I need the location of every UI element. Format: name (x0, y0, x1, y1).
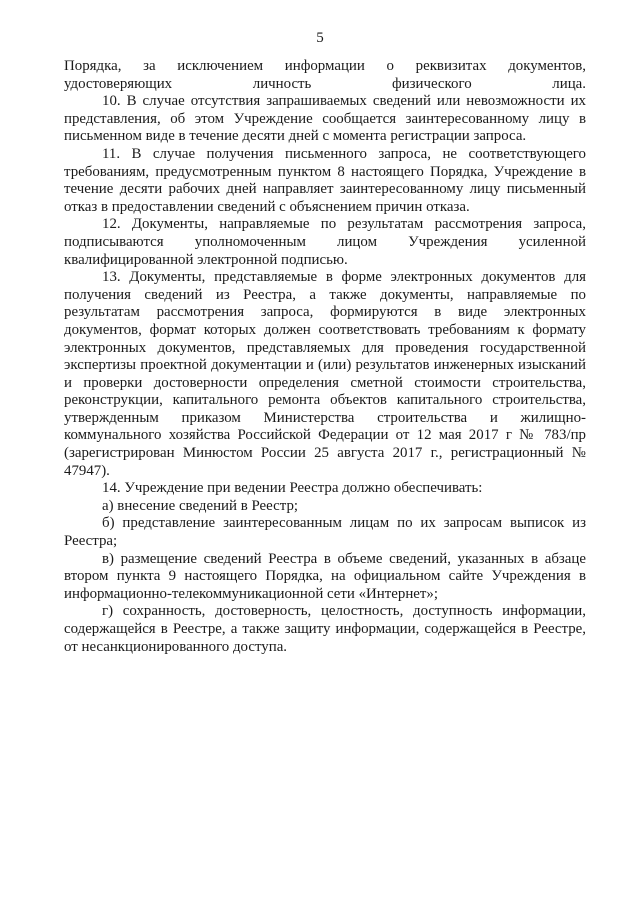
paragraph-item-10: 10. В случае отсутствия запрашиваемых сведений или невозможности их представления, об этом Учреждение сообщается заинтересованному лицу в письменном виде в течение десяти дней с момента регистрации запроса. (64, 93, 586, 145)
paragraph-item-11: 11. В случае получения письменного запроса, не соответствующего требованиям, предусмотренным пунктом 8 настоящего Порядка, Учреждение в течение десяти рабочих дней направляет заинтересованному лицу письменный отказ в предоставлении сведений с объяснением причин отказа. (64, 145, 586, 215)
paragraph-item-13: 13. Документы, представляемые в форме электронных документов для получения сведений из Реестра, а также документы, направляемые по результатам рассмотрения запроса, формируются в виде электронных документов, формат которых должен соответствовать требованиям к формату электронных документов, представляемых для проведения государственной экспертизы проектной документации и (или) результатов инженерных изысканий и проверки достоверности определения сметной стоимости строительства, реконструкции, капитального ремонта объектов капитального строительства, утвержденным приказом Министерства строительства и жилищно-коммунального хозяйства Российской Федерации от 12 мая 2017 г № 783/пр (зарегистрирован Минюстом России 25 августа 2017 г., регистрационный № 47947). (64, 269, 586, 479)
list-item-g: г) сохранность, достоверность, целостность, доступность информации, содержащейся в Реестре, а также защиту информации, содержащейся в Реестре, от несанкционированного доступа. (64, 603, 586, 655)
page-number: 5 (316, 30, 324, 46)
list-item-b: б) представление заинтересованным лицам по их запросам выписок из Реестра; (64, 515, 586, 550)
list-item-a: а) внесение сведений в Реестр; (102, 497, 299, 514)
document-body (64, 58, 586, 656)
paragraph-item-14: 14. Учреждение при ведении Реестра должно обеспечивать: (102, 480, 483, 497)
list-item-v: в) размещение сведений Реестра в объеме сведений, указанных в абзаце втором пункта 9 настоящего Порядка, на официальном сайте Учреждения в информационно-телекоммуникационной сети «Интернет»; (64, 550, 586, 602)
paragraph-continuation: Порядка, за исключением информации о реквизитах документов, удостоверяющих личность физического лица. (64, 58, 586, 92)
paragraph-item-12: 12. Документы, направляемые по результатам рассмотрения запроса, подписываются уполномоченным лицом Учреждения усиленной квалифицированной электронной подписью. (64, 216, 586, 268)
